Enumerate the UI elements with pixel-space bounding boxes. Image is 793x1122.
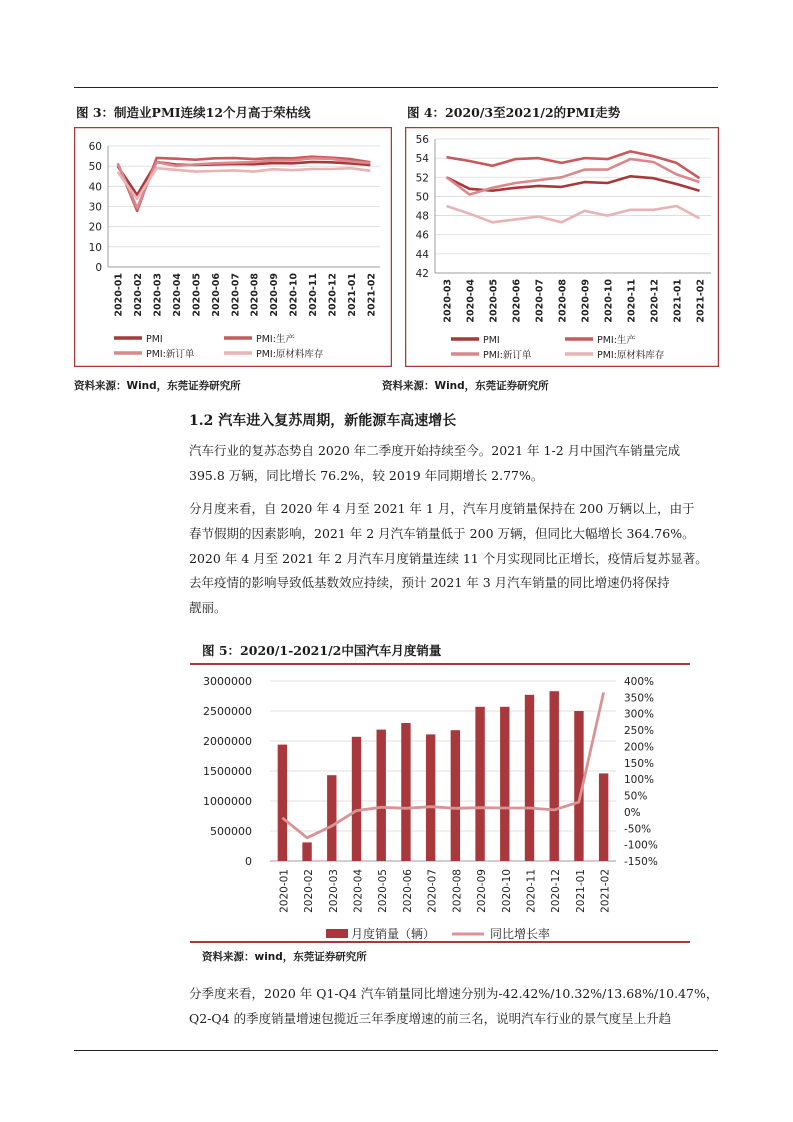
y-tick-label: 46	[415, 229, 429, 242]
legend-label: 月度销量（辆）	[351, 927, 436, 941]
fig4-svg	[405, 127, 719, 367]
x-tick-label: 2020-12	[327, 273, 339, 317]
legend-swatch	[326, 929, 348, 938]
x-tick-label: 2020-08	[451, 869, 464, 913]
bar	[426, 734, 435, 861]
y-tick-label: 44	[415, 248, 429, 261]
y-left-tick-label: 0	[245, 855, 252, 868]
legend-label: PMI:原材料库存	[256, 349, 324, 360]
y-right-tick-label: -100%	[624, 839, 658, 852]
fig3-chart	[74, 127, 392, 371]
fig3-svg	[74, 127, 392, 367]
x-tick-label: 2020-06	[210, 273, 222, 317]
x-tick-label: 2020-05	[488, 279, 500, 323]
x-tick-label: 2020-01	[278, 869, 291, 913]
x-tick-label: 2020-10	[500, 869, 513, 913]
x-tick-label: 2020-10	[603, 279, 615, 323]
y-tick-label: 48	[415, 210, 429, 223]
y-tick-label: 10	[88, 241, 102, 254]
bar	[377, 730, 386, 861]
y-left-tick-label: 2000000	[203, 735, 252, 748]
x-tick-label: 2021-02	[695, 279, 707, 323]
x-tick-label: 2020-11	[308, 273, 319, 317]
x-tick-label: 2020-07	[534, 279, 546, 323]
y-tick-label: 30	[88, 201, 102, 214]
x-tick-label: 2020-01	[113, 273, 125, 317]
fig3-title: 图 3：制造业PMI连续12个月高于荣枯线	[76, 105, 311, 120]
legend-label: PMI	[483, 335, 500, 346]
y-right-tick-label: 0%	[624, 806, 641, 819]
legend-label: PMI:生产	[597, 335, 636, 346]
paragraph-2	[189, 497, 719, 621]
bar	[451, 730, 460, 861]
x-tick-label: 2020-07	[230, 273, 242, 317]
fig4-source: 资料来源：Wind，东莞证券研究所	[382, 380, 549, 392]
y-tick-label: 50	[415, 191, 429, 204]
y-right-tick-label: 250%	[624, 725, 655, 738]
x-tick-label: 2020-12	[649, 279, 661, 323]
y-right-tick-label: 200%	[624, 741, 655, 754]
paragraph-line: 分月度来看，自 2020 年 4 月至 2021 年 1 月，汽车月度销量保持在 200 万辆以上，由于	[189, 501, 695, 516]
x-tick-label: 2020-05	[377, 869, 390, 913]
y-tick-label: 56	[415, 134, 429, 146]
y-left-tick-label: 1000000	[203, 795, 252, 808]
y-right-tick-label: -50%	[624, 823, 652, 836]
legend-label: PMI:原材料库存	[597, 350, 665, 361]
y-tick-label: 60	[88, 141, 102, 153]
y-left-tick-label: 1500000	[203, 765, 252, 778]
bar	[550, 691, 559, 861]
y-right-tick-label: 150%	[624, 757, 655, 770]
legend-label: 同比增长率	[490, 927, 551, 941]
fig4-title: 图 4：2020/3至2021/2的PMI走势	[407, 105, 621, 120]
x-tick-label: 2021-02	[599, 869, 612, 913]
x-tick-label: 2020-05	[191, 273, 203, 317]
x-tick-label: 2020-06	[511, 279, 523, 323]
y-tick-label: 40	[88, 181, 102, 194]
paragraph-line: 分季度来看，2020 年 Q1-Q4 汽车销量同比增速分别为-42.42%/10.32%/13.68%/10.47%，	[189, 986, 719, 1001]
footer-rule	[74, 1050, 718, 1051]
y-tick-label: 52	[415, 172, 429, 185]
paragraph-line: Q2-Q4 的季度销量增速包揽近三年季度增速的前三名，说明汽车行业的景气度呈上升趋	[189, 1010, 672, 1026]
x-tick-label: 2020-08	[249, 273, 261, 317]
y-left-tick-label: 500000	[210, 825, 252, 838]
x-tick-label: 2020-07	[426, 869, 439, 913]
x-tick-label: 2020-03	[327, 869, 340, 913]
x-tick-label: 2020-04	[352, 869, 365, 913]
fig3-source: 资料来源：Wind，东莞证券研究所	[74, 380, 241, 392]
fig5-title: 图 5：2020/1-2021/2中国汽车月度销量	[202, 643, 442, 658]
bar	[302, 842, 311, 861]
paragraph-line: 2020 年 4 月至 2021 年 2 月汽车月度销量连续 11 个月实现同比正增长，疫情后复苏显著。	[189, 550, 708, 566]
x-tick-label: 2020-02	[133, 273, 145, 317]
x-tick-label: 2020-11	[626, 279, 638, 323]
x-tick-label: 2021-02	[366, 273, 378, 317]
paragraph-line: 去年疫情的影响导致低基数效应持续，预计 2021 年 3 月汽车销量的同比增速仍将保持	[189, 575, 670, 591]
y-tick-label: 20	[88, 221, 102, 234]
paragraph-1	[189, 439, 719, 489]
paragraph-3	[189, 982, 719, 1032]
legend-label: PMI:生产	[256, 334, 295, 345]
y-right-tick-label: 100%	[624, 774, 655, 787]
bar	[401, 723, 410, 861]
x-tick-label: 2020-11	[525, 869, 538, 913]
bar	[475, 707, 484, 861]
x-tick-label: 2020-08	[557, 279, 569, 323]
x-tick-label: 2020-09	[269, 273, 281, 317]
x-tick-label: 2020-10	[288, 273, 300, 317]
legend-label: PMI:新订单	[483, 350, 532, 361]
y-tick-label: 50	[88, 161, 102, 174]
x-tick-label: 2020-09	[580, 279, 592, 323]
paragraph-line: 靓丽。	[189, 600, 227, 616]
y-right-tick-label: 300%	[624, 708, 655, 721]
x-tick-label: 2021-01	[574, 869, 587, 913]
x-tick-label: 2020-09	[476, 869, 489, 913]
bar	[278, 745, 287, 861]
fig5-svg	[190, 663, 690, 943]
bar	[599, 773, 608, 861]
x-tick-label: 2020-06	[401, 869, 414, 913]
x-tick-label: 2020-12	[550, 869, 563, 913]
x-tick-label: 2020-04	[465, 279, 477, 323]
bar	[525, 695, 534, 861]
x-tick-label: 2021-01	[346, 273, 358, 317]
paragraph-line: 汽车行业的复苏态势自 2020 年二季度开始持续至今。2021 年 1-2 月中国汽车销量完成	[189, 443, 681, 458]
bar	[500, 707, 509, 861]
y-tick-label: 0	[95, 262, 102, 274]
fig5-chart	[190, 663, 690, 947]
bar	[352, 737, 361, 861]
x-tick-label: 2021-01	[672, 279, 684, 323]
y-right-tick-label: 350%	[624, 692, 655, 705]
x-tick-label: 2020-04	[172, 273, 183, 317]
fig4-chart	[405, 127, 719, 371]
paragraph-line: 395.8 万辆，同比增长 76.2%，较 2019 年同期增长 2.77%。	[189, 467, 544, 483]
bar	[327, 775, 336, 861]
paragraph-line: 春节假期的因素影响，2021 年 2 月汽车销量低于 200 万辆，但同比大幅增长 364.76%。	[189, 525, 695, 541]
y-right-tick-label: -150%	[624, 856, 658, 868]
y-left-tick-label: 3000000	[203, 675, 252, 688]
x-tick-label: 2020-02	[303, 869, 316, 913]
header-rule	[74, 87, 718, 88]
fig5-source: 资料来源：wind，东莞证券研究所	[202, 951, 367, 963]
x-tick-label: 2020-03	[442, 279, 454, 323]
y-tick-label: 54	[415, 153, 429, 166]
legend-label: PMI:新订单	[146, 349, 195, 360]
section-heading: 1.2 汽车进入复苏周期，新能源车高速增长	[189, 413, 457, 429]
y-right-tick-label: 50%	[624, 790, 648, 803]
x-tick-label: 2020-03	[152, 273, 164, 317]
y-left-tick-label: 2500000	[203, 705, 252, 718]
y-tick-label: 42	[415, 268, 429, 280]
legend-label: PMI	[146, 334, 163, 345]
y-right-tick-label: 400%	[624, 676, 655, 688]
